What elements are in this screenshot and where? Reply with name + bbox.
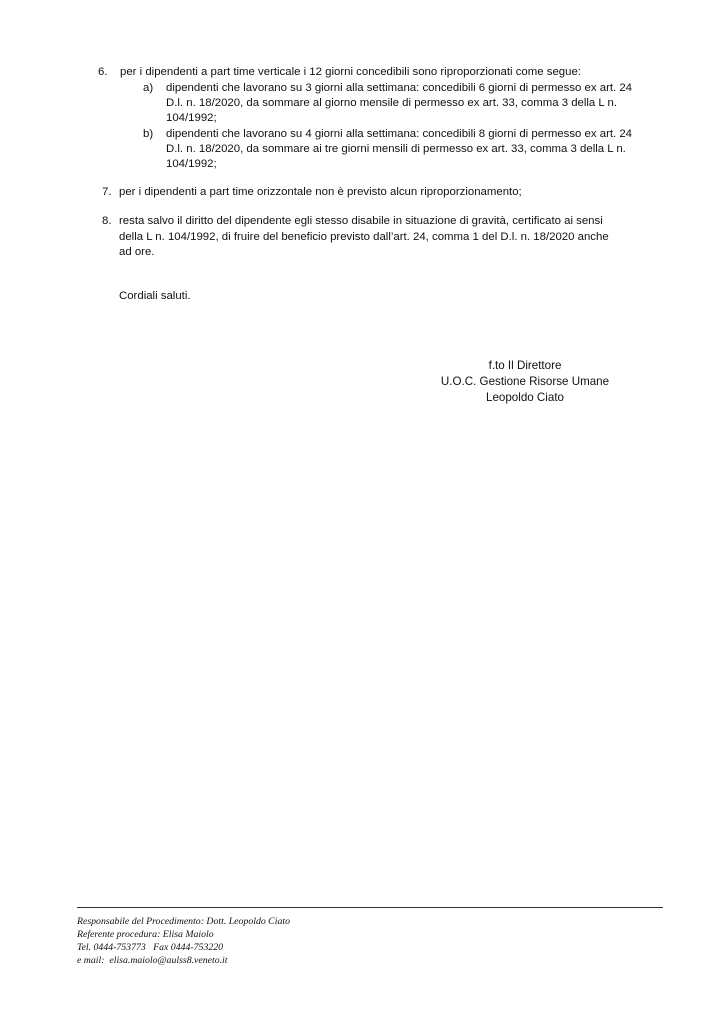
subitem-line: D.l. n. 18/2020, da sommare ai tre giorni mensili di permesso ex art. 33, comma 3 della L n. [166,143,626,155]
footer-phone: Tel. 0444-753773 Fax 0444-753220 [77,942,224,953]
item-text: per i dipendenti a part time orizzontale non è previsto alcun riproporzionamento; [119,186,522,198]
item-number: 6. [98,66,108,78]
item-text: per i dipendenti a part time verticale i 12 giorni concedibili sono riproporzionati come segue: [120,66,581,78]
item-number: 7. [102,186,112,198]
footer-email: e mail: elisa.maiolo@aulss8.veneto.it [77,955,228,966]
subitem-line: dipendenti che lavorano su 3 giorni alla settimana: concedibili 6 giorni di permesso ex art. 24 [166,82,633,94]
signature-office: U.O.C. Gestione Risorse Umane [440,375,610,388]
item-text: della L n. 104/1992, di fruire del beneficio previsto dall’art. 24, comma 1 del D.l. n. 18/2020 anche [119,231,609,243]
footer-divider [77,907,663,908]
item-text: resta salvo il diritto del dipendente egli stesso disabile in situazione di gravità, certificato ai sensi [119,215,603,227]
subitem-letter: b) [143,128,154,140]
signature-name: Leopoldo Ciato [486,391,564,404]
signature-title: f.to Il Direttore [488,359,562,372]
item-text: ad ore. [119,246,155,258]
subitem-letter: a) [143,82,154,94]
footer-responsible: Responsabile del Procedimento: Dott. Leopoldo Ciato [77,916,290,927]
subitem-line: 104/1992; [166,112,217,124]
item-number: 8. [102,215,112,227]
footer-referent: Referente procedura: Elisa Maiolo [77,929,214,940]
subitem-line: 104/1992; [166,158,217,170]
closing-text: Cordiali saluti. [119,290,191,302]
subitem-line: D.l. n. 18/2020, da sommare al giorno mensile di permesso ex art. 33, comma 3 della L n. [166,97,617,109]
subitem-line: dipendenti che lavorano su 4 giorni alla settimana: concedibili 8 giorni di permesso ex art. 24 [166,128,633,140]
